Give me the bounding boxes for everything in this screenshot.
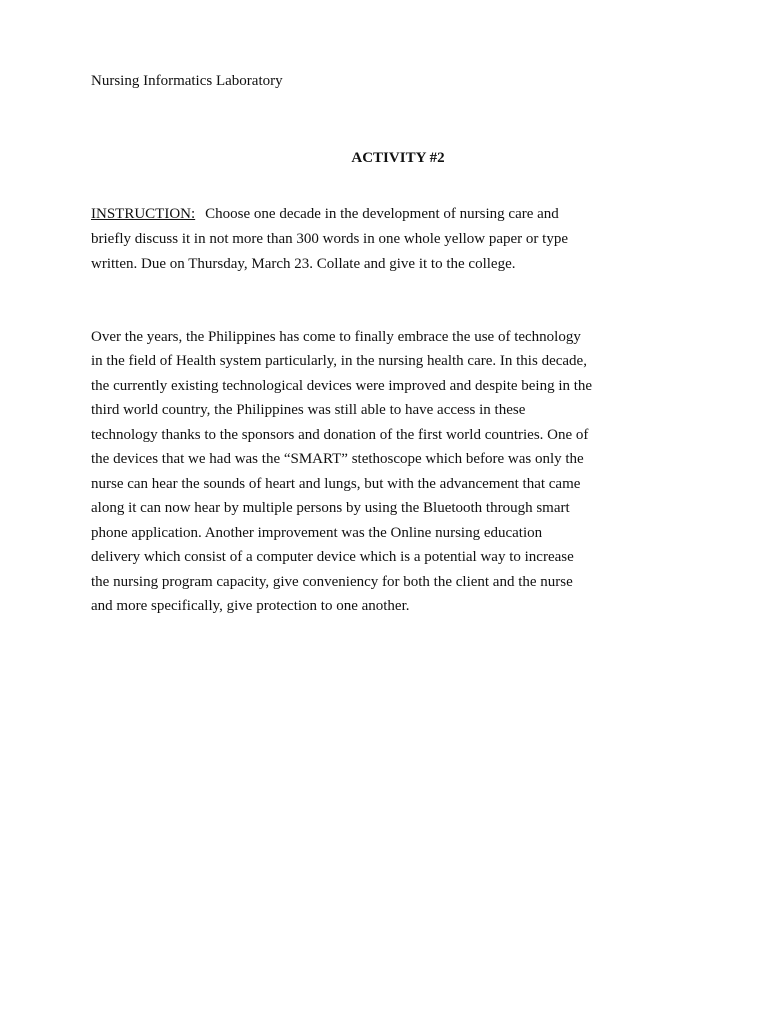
essay-line-11: the nursing program capacity, give conveniency for both the client and the nurse <box>91 574 573 590</box>
essay-line-8: along it can now hear by multiple persons by using the Bluetooth through smart <box>91 500 570 516</box>
instruction-line-2: briefly discuss it in not more than 300 words in one whole yellow paper or type <box>91 231 568 247</box>
essay-line-5: technology thanks to the sponsors and donation of the first world countries. One of <box>91 427 589 443</box>
essay-line-4: third world country, the Philippines was still able to have access in these <box>91 402 526 418</box>
essay-line-6: the devices that we had was the “SMART” stethoscope which before was only the <box>91 451 584 467</box>
course-title: Nursing Informatics Laboratory <box>91 73 283 89</box>
instruction-line-1 <box>91 205 559 223</box>
instruction-line-3: written. Due on Thursday, March 23. Collate and give it to the college. <box>91 256 516 272</box>
instruction-label: INSTRUCTION: <box>91 206 196 222</box>
activity-title <box>0 149 768 167</box>
essay-line-3: the currently existing technological devices were improved and despite being in the <box>91 378 593 394</box>
essay-line-2: in the field of Health system particularly, in the nursing health care. In this decade, <box>91 353 587 369</box>
essay-line-7: nurse can hear the sounds of heart and lungs, but with the advancement that came <box>91 476 581 492</box>
instruction-text-1: Choose one decade in the development of nursing care and <box>205 206 559 222</box>
essay-line-9: phone application. Another improvement was the Online nursing education <box>91 525 543 541</box>
essay-line-1: Over the years, the Philippines has come to finally embrace the use of technology <box>91 329 581 345</box>
essay-line-10: delivery which consist of a computer device which is a potential way to increase <box>91 549 574 565</box>
essay-line-12: and more specifically, give protection to one another. <box>91 598 410 614</box>
activity-title-text: ACTIVITY #2 <box>351 150 445 166</box>
